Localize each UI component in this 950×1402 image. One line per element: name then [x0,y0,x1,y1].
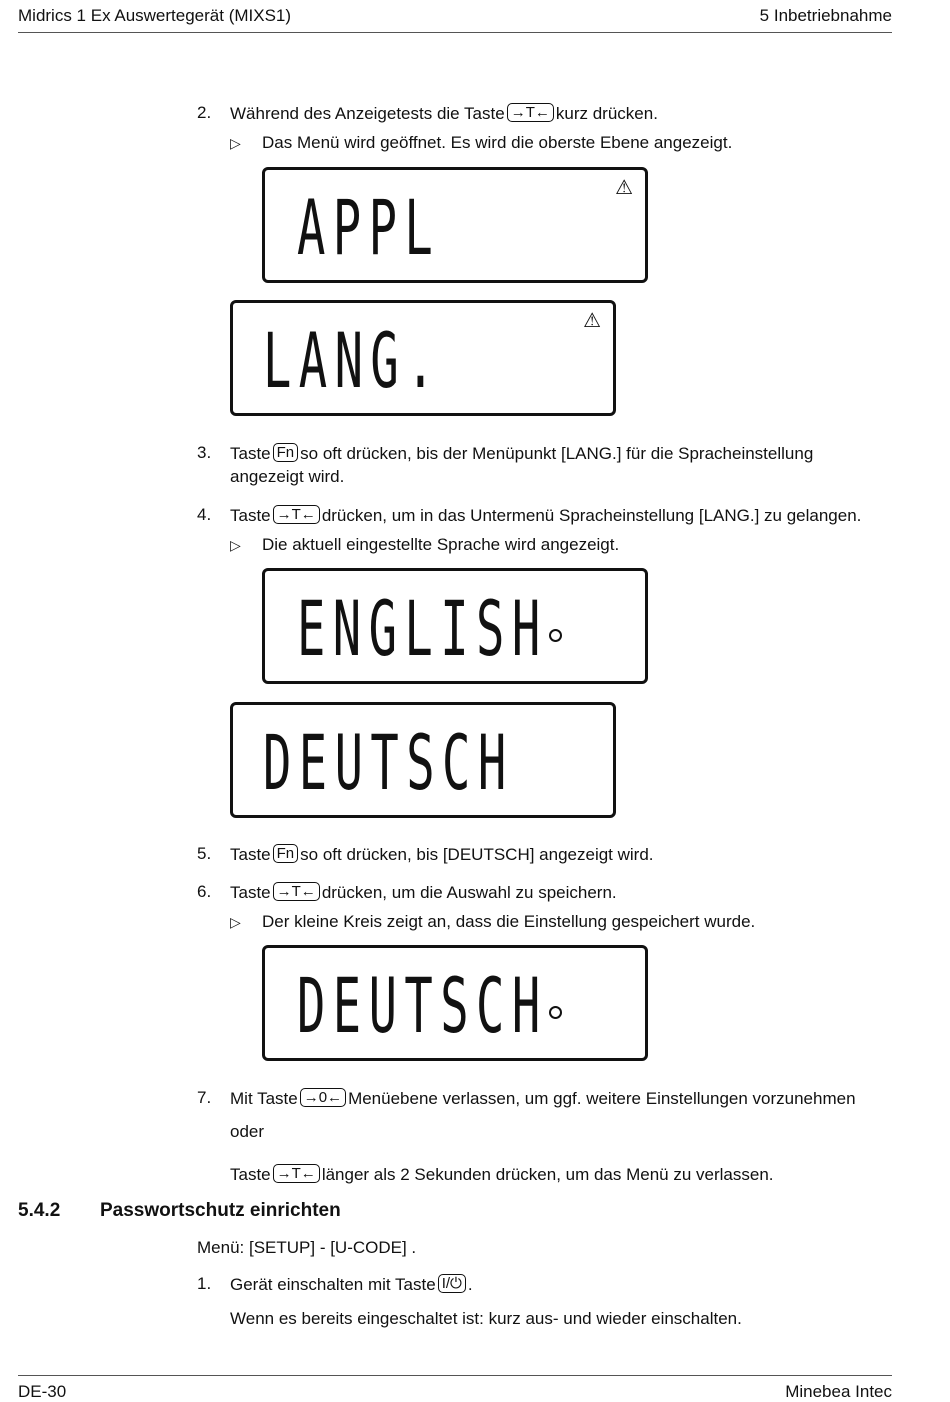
header-rule [18,32,892,33]
lcd-display-deutsch [230,702,616,818]
circle-icon [549,629,562,642]
lcd-text: LANG. [263,316,443,405]
header-title: Midrics 1 Ex Auswertegerät (MIXS1) [18,6,292,25]
result-arrow-icon: ▷ [230,914,241,930]
header-chapter: 5 Inbetriebnahme [759,6,892,25]
lcd-display-deutsch-saved [262,945,648,1061]
warning-triangle-icon: ⚠ [615,177,633,199]
step-6-result: Der kleine Kreis zeigt an, dass die Einstellung gespeichert wurde. [262,912,756,931]
fn-key-icon: Fn [273,443,299,462]
tare-key-icon: →T← [273,882,320,901]
tare-key-icon: →T← [507,103,554,122]
fn-key-icon: Fn [273,844,299,863]
step-number: 4. [197,505,212,524]
step-number: 1. [197,1274,212,1293]
step-4-text: Taste →T← drücken, um in das Untermenü Spracheinstellung [LANG.] zu gelangen. [230,506,862,525]
step-6-text: Taste →T← drücken, um die Auswahl zu speichern. [230,883,617,902]
lcd-text: APPL [297,183,441,272]
result-arrow-icon: ▷ [230,537,241,553]
step-number: 6. [197,882,212,901]
section-number: 5.4.2 [18,1200,61,1221]
lcd-display-lang [230,300,616,416]
step-5-text: Taste Fn so oft drücken, bis [DEUTSCH] angezeigt wird. [230,845,654,864]
step-number: 5. [197,844,212,863]
result-arrow-icon: ▷ [230,135,241,151]
section-menu-path: Menü: [SETUP] - [U-CODE] . [197,1238,417,1257]
step-3-text-line2: angezeigt wird. [230,467,345,486]
footer-page-number: DE-30 [18,1382,67,1401]
step-7-alt: Taste →T← länger als 2 Sekunden drücken, um das Menü zu verlassen. [230,1165,774,1184]
circle-icon [549,1006,562,1019]
lcd-display-appl [262,167,648,283]
step-number: 3. [197,443,212,462]
section-step-1-note: Wenn es bereits eingeschaltet ist: kurz aus- und wieder einschalten. [230,1309,742,1328]
section-step-1-text: Gerät einschalten mit Taste I/⏻ . [230,1275,473,1294]
step-2-result: Das Menü wird geöffnet. Es wird die oberste Ebene angezeigt. [262,133,733,152]
lcd-text: ENGLISH [297,584,548,673]
section-title: Passwortschutz einrichten [100,1200,341,1221]
step-4-result: Die aktuell eingestellte Sprache wird angezeigt. [262,535,620,554]
lcd-text: DEUTSCH [263,718,514,807]
tare-key-icon: →T← [273,1164,320,1183]
step-number: 7. [197,1088,212,1107]
power-key-icon: I/⏻ [438,1274,466,1293]
step-2-text: Während des Anzeigetests die Taste →T← kurz drücken. [230,104,658,123]
lcd-text: DEUTSCH [297,961,548,1050]
step-number: 2. [197,103,212,122]
warning-triangle-icon: ⚠ [583,310,601,332]
tare-key-icon: →T← [273,505,320,524]
footer-company: Minebea Intec [785,1382,892,1401]
lcd-display-english [262,568,648,684]
step-3-text: Taste Fn so oft drücken, bis der Menüpunkt [LANG.] für die Spracheinstellung [230,444,814,463]
footer-rule [18,1375,892,1376]
step-7-text: Mit Taste →0← Menüebene verlassen, um ggf. weitere Einstellungen vorzunehmen [230,1089,856,1108]
step-7-or: oder [230,1122,265,1141]
zero-key-icon: →0← [300,1088,346,1107]
